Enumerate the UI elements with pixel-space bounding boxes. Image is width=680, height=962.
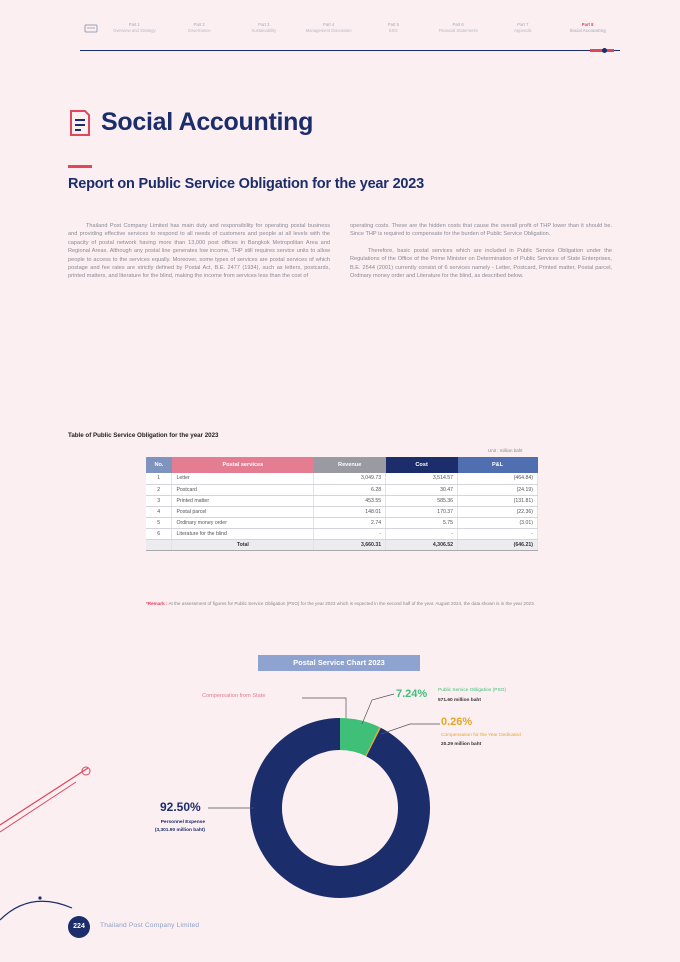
cell-cost: 5.75 bbox=[386, 517, 458, 528]
cell-total-cost: 4,306.52 bbox=[386, 539, 458, 550]
table-row bbox=[146, 484, 538, 495]
cell-desc: Postcard bbox=[172, 484, 314, 495]
slice-personnel bbox=[250, 718, 430, 898]
cell-pnl: (464.84) bbox=[458, 473, 538, 484]
cell-no bbox=[146, 539, 172, 550]
cell-cost: 3,514.57 bbox=[386, 473, 458, 484]
value-pso: 571.60 million baht bbox=[438, 698, 481, 703]
section-accent bbox=[68, 165, 92, 168]
cell-pnl: (3.01) bbox=[458, 517, 538, 528]
nav-divider bbox=[80, 50, 620, 51]
cell-total-label: Total bbox=[172, 539, 314, 550]
nav-item-6[interactable]: Part 6 Financial Statements bbox=[438, 22, 478, 33]
header-no: No. bbox=[146, 457, 172, 473]
name-personnel: Personnel Expense bbox=[160, 820, 205, 825]
name-pso: Public Service Obligation (PSO) bbox=[438, 688, 506, 693]
paragraph: operating costs. These are the hidden costs that cause the overall profit of THP lower than it should be. Since THP is required to compensate for the burden of Public Service Obligation. bbox=[350, 223, 612, 238]
table-unit: Unit : million baht bbox=[488, 448, 523, 453]
table-row bbox=[146, 506, 538, 517]
nav-active-dot bbox=[602, 48, 607, 53]
nav-home[interactable] bbox=[80, 20, 102, 52]
document-icon bbox=[68, 109, 92, 137]
cell-total-pnl: (646.21) bbox=[458, 539, 538, 550]
nav-item-8-active[interactable]: Part 8 Social Accounting bbox=[569, 22, 606, 33]
table-row bbox=[146, 473, 538, 484]
page-title: Social Accounting bbox=[101, 108, 314, 136]
header-pnl: P&L bbox=[458, 457, 538, 473]
page-heading bbox=[68, 108, 313, 137]
cell-desc: Literature for the blind bbox=[172, 528, 314, 539]
section-title: Report on Public Service Obligation for the year 2023 bbox=[68, 176, 425, 192]
donut-slices bbox=[250, 718, 430, 898]
pso-table bbox=[146, 457, 538, 551]
table-row bbox=[146, 517, 538, 528]
cell-desc: Postal parcel bbox=[172, 506, 314, 517]
cell-pnl: - bbox=[458, 528, 538, 539]
value-personnel: (3,301.90 million baht) bbox=[154, 828, 205, 833]
table-row bbox=[146, 528, 538, 539]
cell-pnl: (24.19) bbox=[458, 484, 538, 495]
cell-no: 4 bbox=[146, 506, 172, 517]
nav-item-4[interactable]: Part 4 Management Discussion bbox=[305, 22, 352, 33]
cell-desc: Ordinary money order bbox=[172, 517, 314, 528]
cell-no: 3 bbox=[146, 495, 172, 506]
cell-pnl: (22.36) bbox=[458, 506, 538, 517]
pct-compensation: 0.26% bbox=[441, 716, 473, 728]
nav-item-5[interactable]: Part 5 ESG bbox=[387, 22, 399, 33]
remark-text: At the assessment of figures for Public Service Obligation (PSO) for the year 2023 which is expected in the second half of the year. August 2024, the data shown is in the year 2023. bbox=[168, 601, 535, 606]
nav-item-7[interactable]: Part 7 Appendix bbox=[514, 22, 532, 33]
header-cost: Cost bbox=[386, 457, 458, 473]
value-compensation: 20.29 million baht bbox=[441, 742, 482, 747]
paragraph: Therefore, basic postal services which are included in Public Service Obligation under the Regulations of the Office of the Prime Minister on Determination of Public Services of State Enterprises, B.E. 2544 (2001) currently consist of 6 services namely - Letter, Postcard, Printed matter, Postal parcel, Ordinary money order and Literature for the blind, as described below. bbox=[350, 247, 612, 280]
paragraph: Thailand Post Company Limited has main duty and responsibility for operating postal business and providing effective services to respond to all needs of customers and people at all levels with the capacity of postal network having more than 13,000 post offices in Bangkok Metropolitan Area and Regional Areas. Although any postal line generates low income, THP still requires service units to allow people to access to the services equally. Moreover, some types of services are postal services of which postage and fee rates are strictly defined by Postal Act, B.E. 2477 (1934), such as letters, postcards, printed matters, and literature for the blind, making the income from services less than the cost of bbox=[68, 223, 330, 280]
cell-no: 1 bbox=[146, 473, 172, 484]
cell-desc: Printed matter bbox=[172, 495, 314, 506]
leader-line-pink bbox=[302, 698, 346, 718]
label-compensation-state: Compensation from State bbox=[202, 693, 266, 699]
cell-total-revenue: 3,660.31 bbox=[314, 539, 386, 550]
cell-pnl: (131.81) bbox=[458, 495, 538, 506]
nav-item-2[interactable]: Part 2 Governance bbox=[187, 22, 211, 33]
cell-cost: 170.37 bbox=[386, 506, 458, 517]
cell-revenue: 2.74 bbox=[314, 517, 386, 528]
table-remark bbox=[146, 601, 546, 607]
footer-company: Thailand Post Company Limited bbox=[100, 922, 200, 929]
cell-no: 5 bbox=[146, 517, 172, 528]
body-column-right bbox=[350, 222, 612, 288]
nav-item-3[interactable]: Part 3 Sustainability bbox=[251, 22, 277, 33]
cell-revenue: 453.55 bbox=[314, 495, 386, 506]
table-total-row bbox=[146, 539, 538, 550]
top-navigation bbox=[80, 20, 620, 52]
home-icon bbox=[84, 23, 98, 33]
page-number: 224 bbox=[68, 916, 90, 938]
cell-revenue: 3,049.73 bbox=[314, 473, 386, 484]
chart-title: Postal Service Chart 2023 bbox=[258, 655, 420, 671]
cell-no: 2 bbox=[146, 484, 172, 495]
pct-pso: 7.24% bbox=[396, 688, 428, 700]
donut-chart bbox=[0, 660, 680, 910]
remark-label: *Remark : bbox=[146, 601, 168, 606]
header-description: Postal services bbox=[172, 457, 314, 473]
cell-revenue: 148.01 bbox=[314, 506, 386, 517]
cell-cost: - bbox=[386, 528, 458, 539]
nav-item-1[interactable]: Part 1 Overview and Strategy bbox=[113, 22, 156, 33]
table-row bbox=[146, 495, 538, 506]
leader-line-gold bbox=[381, 724, 440, 734]
cell-cost: 30.47 bbox=[386, 484, 458, 495]
pct-personnel: 92.50% bbox=[160, 800, 201, 814]
body-column-left bbox=[68, 222, 330, 289]
table-header-row bbox=[146, 457, 538, 473]
cell-revenue: 6.28 bbox=[314, 484, 386, 495]
cell-desc: Letter bbox=[172, 473, 314, 484]
cell-cost: 585.36 bbox=[386, 495, 458, 506]
leader-line-green bbox=[362, 694, 394, 724]
table-title: Table of Public Service Obligation for the year 2023 bbox=[68, 432, 219, 439]
header-revenue: Revenue bbox=[314, 457, 386, 473]
cell-revenue: - bbox=[314, 528, 386, 539]
cell-no: 6 bbox=[146, 528, 172, 539]
name-compensation: Compensation for the Year Dedicated bbox=[441, 733, 521, 738]
